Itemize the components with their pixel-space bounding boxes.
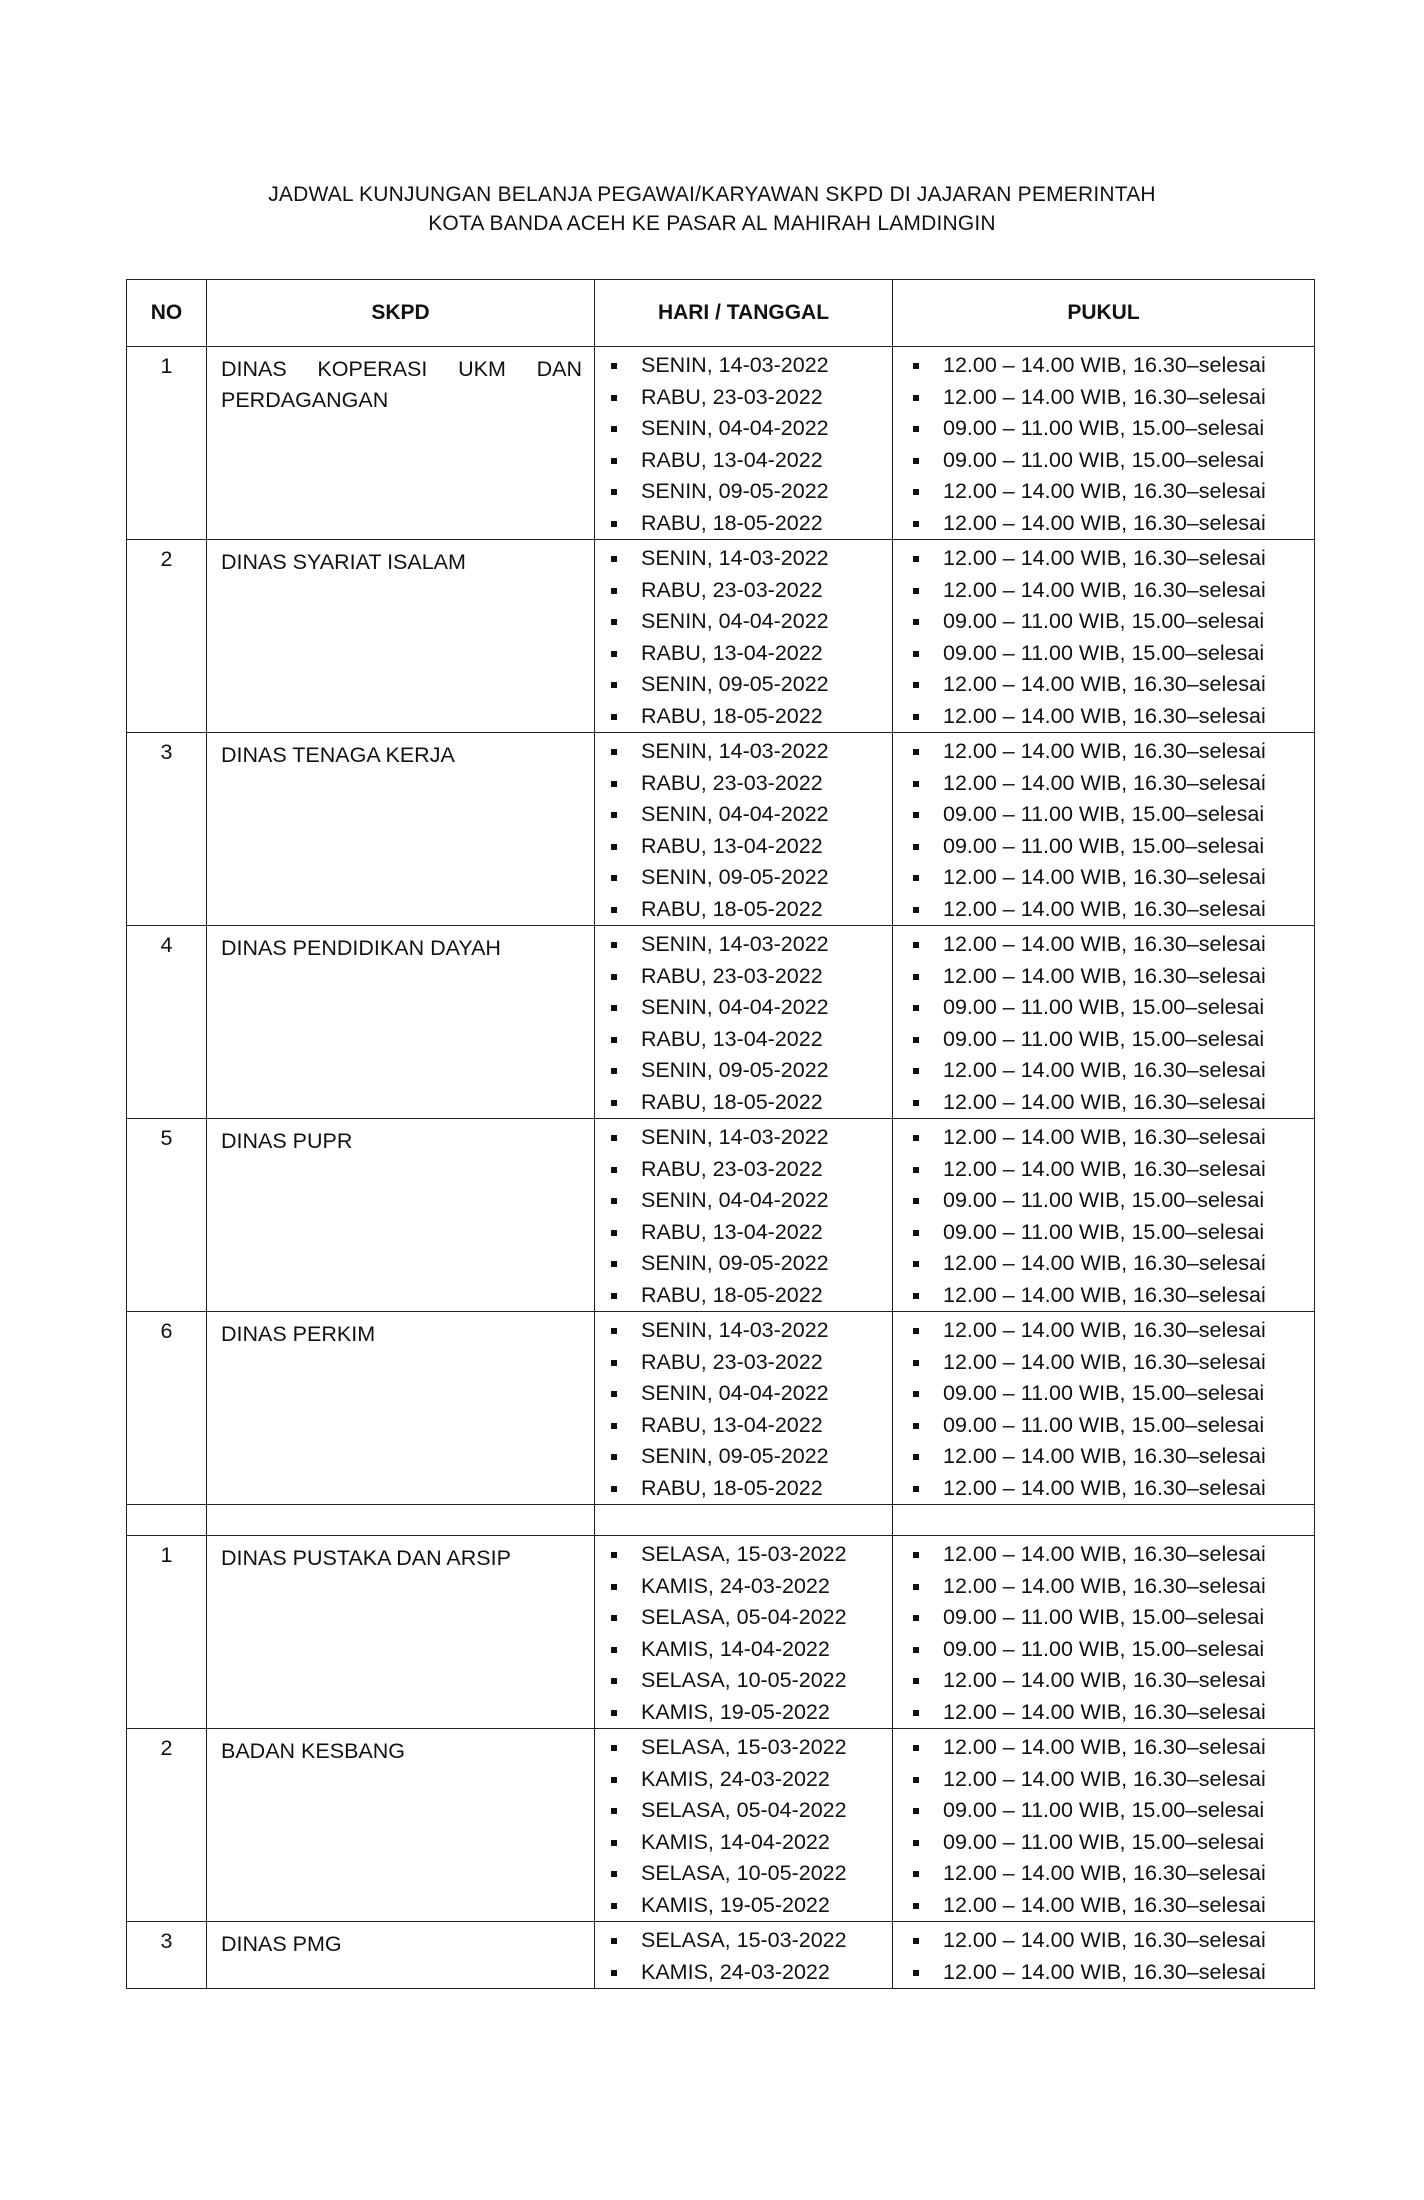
group-separator-row <box>127 1505 1315 1536</box>
date-list <box>595 733 892 925</box>
time-item: 12.00 – 14.00 WIB, 16.30–selesai <box>893 1280 1314 1312</box>
date-item: SENIN, 14-03-2022 <box>595 736 892 768</box>
skpd-name: DINAS PUSTAKA DAN ARSIP <box>221 1546 511 1570</box>
date-item: SELASA, 10-05-2022 <box>595 1665 892 1697</box>
row-number: 5 <box>127 1119 207 1312</box>
time-item: 12.00 – 14.00 WIB, 16.30–selesai <box>893 1347 1314 1379</box>
time-item: 12.00 – 14.00 WIB, 16.30–selesai <box>893 1571 1314 1603</box>
date-item: RABU, 13-04-2022 <box>595 445 892 477</box>
time-item: 12.00 – 14.00 WIB, 16.30–selesai <box>893 669 1314 701</box>
time-item: 09.00 – 11.00 WIB, 15.00–selesai <box>893 1634 1314 1666</box>
time-item: 12.00 – 14.00 WIB, 16.30–selesai <box>893 350 1314 382</box>
hari-tanggal-cell <box>595 1312 893 1505</box>
empty-cell <box>127 1505 207 1536</box>
time-item: 12.00 – 14.00 WIB, 16.30–selesai <box>893 1122 1314 1154</box>
date-item: SELASA, 10-05-2022 <box>595 1858 892 1890</box>
hari-tanggal-cell <box>595 1119 893 1312</box>
date-item: KAMIS, 19-05-2022 <box>595 1890 892 1922</box>
skpd-cell <box>207 1312 595 1505</box>
date-item: SENIN, 14-03-2022 <box>595 350 892 382</box>
time-item: 09.00 – 11.00 WIB, 15.00–selesai <box>893 1217 1314 1249</box>
time-list <box>893 1536 1314 1728</box>
date-list <box>595 1312 892 1504</box>
table-header-row <box>127 280 1315 347</box>
time-item: 12.00 – 14.00 WIB, 16.30–selesai <box>893 1732 1314 1764</box>
pukul-cell <box>893 540 1315 733</box>
pukul-cell <box>893 347 1315 540</box>
skpd-cell <box>207 1729 595 1922</box>
date-item: KAMIS, 24-03-2022 <box>595 1764 892 1796</box>
empty-cell <box>595 1505 893 1536</box>
time-item: 12.00 – 14.00 WIB, 16.30–selesai <box>893 1154 1314 1186</box>
hari-tanggal-cell <box>595 733 893 926</box>
time-item: 12.00 – 14.00 WIB, 16.30–selesai <box>893 1315 1314 1347</box>
time-item: 09.00 – 11.00 WIB, 15.00–selesai <box>893 1827 1314 1859</box>
time-item: 12.00 – 14.00 WIB, 16.30–selesai <box>893 382 1314 414</box>
date-list <box>595 347 892 539</box>
table-row <box>127 733 1315 926</box>
date-item: SENIN, 09-05-2022 <box>595 862 892 894</box>
date-list <box>595 1536 892 1728</box>
time-item: 09.00 – 11.00 WIB, 15.00–selesai <box>893 638 1314 670</box>
time-item: 12.00 – 14.00 WIB, 16.30–selesai <box>893 1957 1314 1989</box>
time-list <box>893 733 1314 925</box>
empty-cell <box>893 1505 1315 1536</box>
pukul-cell <box>893 1729 1315 1922</box>
time-item: 12.00 – 14.00 WIB, 16.30–selesai <box>893 1890 1314 1922</box>
date-item: SENIN, 09-05-2022 <box>595 1248 892 1280</box>
empty-cell <box>207 1505 595 1536</box>
row-number: 3 <box>127 733 207 926</box>
time-item: 09.00 – 11.00 WIB, 15.00–selesai <box>893 1795 1314 1827</box>
document-title-line-1: JADWAL KUNJUNGAN BELANJA PEGAWAI/KARYAWAN SKPD DI JAJARAN PEMERINTAH <box>268 183 1156 206</box>
skpd-name: DINAS SYARIAT ISALAM <box>221 550 466 574</box>
time-item: 12.00 – 14.00 WIB, 16.30–selesai <box>893 1473 1314 1505</box>
time-item: 09.00 – 11.00 WIB, 15.00–selesai <box>893 831 1314 863</box>
date-item: RABU, 13-04-2022 <box>595 1024 892 1056</box>
schedule-table-body <box>127 347 1315 1989</box>
date-item: RABU, 23-03-2022 <box>595 382 892 414</box>
time-item: 12.00 – 14.00 WIB, 16.30–selesai <box>893 1858 1314 1890</box>
date-item: RABU, 13-04-2022 <box>595 831 892 863</box>
time-item: 09.00 – 11.00 WIB, 15.00–selesai <box>893 1378 1314 1410</box>
hari-tanggal-cell <box>595 926 893 1119</box>
date-item: SENIN, 09-05-2022 <box>595 669 892 701</box>
skpd-name: DINAS PENDIDIKAN DAYAH <box>221 936 501 960</box>
date-item: KAMIS, 19-05-2022 <box>595 1697 892 1729</box>
time-item: 12.00 – 14.00 WIB, 16.30–selesai <box>893 961 1314 993</box>
date-item: SELASA, 15-03-2022 <box>595 1539 892 1571</box>
date-list <box>595 1119 892 1311</box>
date-item: SENIN, 09-05-2022 <box>595 476 892 508</box>
table-row <box>127 1922 1315 1989</box>
row-number: 2 <box>127 1729 207 1922</box>
row-number: 3 <box>127 1922 207 1989</box>
time-item: 09.00 – 11.00 WIB, 15.00–selesai <box>893 606 1314 638</box>
row-number: 2 <box>127 540 207 733</box>
date-item: SENIN, 09-05-2022 <box>595 1055 892 1087</box>
date-list <box>595 540 892 732</box>
skpd-name: DINAS KOPERASI UKM DAN <box>221 357 582 381</box>
time-list <box>893 1312 1314 1504</box>
hari-tanggal-cell <box>595 1536 893 1729</box>
date-item: SENIN, 14-03-2022 <box>595 543 892 575</box>
time-list <box>893 540 1314 732</box>
time-item: 12.00 – 14.00 WIB, 16.30–selesai <box>893 575 1314 607</box>
time-item: 12.00 – 14.00 WIB, 16.30–selesai <box>893 1055 1314 1087</box>
date-item: SENIN, 04-04-2022 <box>595 606 892 638</box>
time-item: 12.00 – 14.00 WIB, 16.30–selesai <box>893 1539 1314 1571</box>
date-item: SENIN, 04-04-2022 <box>595 413 892 445</box>
date-item: RABU, 13-04-2022 <box>595 1410 892 1442</box>
date-item: RABU, 23-03-2022 <box>595 1347 892 1379</box>
skpd-cell <box>207 1119 595 1312</box>
skpd-name: DINAS PUPR <box>221 1129 353 1153</box>
date-item: SENIN, 09-05-2022 <box>595 1441 892 1473</box>
date-item: SELASA, 05-04-2022 <box>595 1602 892 1634</box>
time-item: 09.00 – 11.00 WIB, 15.00–selesai <box>893 1024 1314 1056</box>
skpd-name: DINAS TENAGA KERJA <box>221 743 455 767</box>
pukul-cell <box>893 1119 1315 1312</box>
header-no: NO <box>127 280 207 347</box>
pukul-cell <box>893 1536 1315 1729</box>
date-item: RABU, 23-03-2022 <box>595 961 892 993</box>
table-row <box>127 1536 1315 1729</box>
time-item: 12.00 – 14.00 WIB, 16.30–selesai <box>893 1764 1314 1796</box>
time-item: 12.00 – 14.00 WIB, 16.30–selesai <box>893 701 1314 733</box>
date-item: KAMIS, 14-04-2022 <box>595 1827 892 1859</box>
time-item: 12.00 – 14.00 WIB, 16.30–selesai <box>893 736 1314 768</box>
pukul-cell <box>893 926 1315 1119</box>
date-item: SELASA, 05-04-2022 <box>595 1795 892 1827</box>
date-item: KAMIS, 24-03-2022 <box>595 1571 892 1603</box>
hari-tanggal-cell <box>595 540 893 733</box>
time-list <box>893 1922 1314 1988</box>
skpd-cell <box>207 733 595 926</box>
hari-tanggal-cell <box>595 347 893 540</box>
skpd-name: DINAS PERKIM <box>221 1322 376 1346</box>
time-item: 12.00 – 14.00 WIB, 16.30–selesai <box>893 543 1314 575</box>
skpd-cell <box>207 1536 595 1729</box>
date-list <box>595 1922 892 1988</box>
row-number: 6 <box>127 1312 207 1505</box>
table-row <box>127 347 1315 540</box>
date-item: KAMIS, 14-04-2022 <box>595 1634 892 1666</box>
schedule-table <box>126 279 1315 1989</box>
date-item: RABU, 18-05-2022 <box>595 1473 892 1505</box>
date-item: RABU, 18-05-2022 <box>595 701 892 733</box>
time-item: 12.00 – 14.00 WIB, 16.30–selesai <box>893 862 1314 894</box>
pukul-cell <box>893 1922 1315 1989</box>
date-item: RABU, 13-04-2022 <box>595 638 892 670</box>
document-title-line-2: KOTA BANDA ACEH KE PASAR AL MAHIRAH LAMDINGIN <box>428 212 996 235</box>
date-item: SELASA, 15-03-2022 <box>595 1925 892 1957</box>
skpd-cell <box>207 540 595 733</box>
skpd-name: BADAN KESBANG <box>221 1739 405 1763</box>
table-row <box>127 1312 1315 1505</box>
hari-tanggal-cell <box>595 1922 893 1989</box>
skpd-cell <box>207 1922 595 1989</box>
time-item: 12.00 – 14.00 WIB, 16.30–selesai <box>893 1248 1314 1280</box>
time-item: 12.00 – 14.00 WIB, 16.30–selesai <box>893 1665 1314 1697</box>
date-item: SELASA, 15-03-2022 <box>595 1732 892 1764</box>
time-item: 09.00 – 11.00 WIB, 15.00–selesai <box>893 992 1314 1024</box>
date-item: RABU, 18-05-2022 <box>595 1087 892 1119</box>
date-item: RABU, 23-03-2022 <box>595 575 892 607</box>
time-item: 09.00 – 11.00 WIB, 15.00–selesai <box>893 445 1314 477</box>
row-number: 1 <box>127 347 207 540</box>
time-item: 12.00 – 14.00 WIB, 16.30–selesai <box>893 1087 1314 1119</box>
table-row <box>127 1729 1315 1922</box>
date-item: SENIN, 04-04-2022 <box>595 799 892 831</box>
row-number: 1 <box>127 1536 207 1729</box>
pukul-cell <box>893 1312 1315 1505</box>
time-item: 09.00 – 11.00 WIB, 15.00–selesai <box>893 1602 1314 1634</box>
time-item: 09.00 – 11.00 WIB, 15.00–selesai <box>893 1185 1314 1217</box>
time-item: 12.00 – 14.00 WIB, 16.30–selesai <box>893 929 1314 961</box>
date-item: SENIN, 14-03-2022 <box>595 1122 892 1154</box>
date-item: SENIN, 14-03-2022 <box>595 1315 892 1347</box>
date-item: SENIN, 14-03-2022 <box>595 929 892 961</box>
skpd-cell <box>207 347 595 540</box>
table-row <box>127 1119 1315 1312</box>
date-item: RABU, 18-05-2022 <box>595 1280 892 1312</box>
time-item: 09.00 – 11.00 WIB, 15.00–selesai <box>893 799 1314 831</box>
date-item: RABU, 18-05-2022 <box>595 894 892 926</box>
time-item: 12.00 – 14.00 WIB, 16.30–selesai <box>893 894 1314 926</box>
time-item: 12.00 – 14.00 WIB, 16.30–selesai <box>893 1925 1314 1957</box>
skpd-name-line-2: PERDAGANGAN <box>221 388 389 412</box>
date-list <box>595 926 892 1118</box>
time-item: 12.00 – 14.00 WIB, 16.30–selesai <box>893 1441 1314 1473</box>
date-item: RABU, 13-04-2022 <box>595 1217 892 1249</box>
skpd-name: DINAS PMG <box>221 1932 342 1956</box>
time-item: 12.00 – 14.00 WIB, 16.30–selesai <box>893 1697 1314 1729</box>
pukul-cell <box>893 733 1315 926</box>
time-item: 09.00 – 11.00 WIB, 15.00–selesai <box>893 1410 1314 1442</box>
time-item: 12.00 – 14.00 WIB, 16.30–selesai <box>893 476 1314 508</box>
time-item: 12.00 – 14.00 WIB, 16.30–selesai <box>893 508 1314 540</box>
time-list <box>893 347 1314 539</box>
date-item: RABU, 23-03-2022 <box>595 1154 892 1186</box>
date-item: SENIN, 04-04-2022 <box>595 992 892 1024</box>
table-row <box>127 540 1315 733</box>
time-item: 12.00 – 14.00 WIB, 16.30–selesai <box>893 768 1314 800</box>
time-list <box>893 1119 1314 1311</box>
table-row <box>127 926 1315 1119</box>
header-skpd: SKPD <box>207 280 595 347</box>
date-item: SENIN, 04-04-2022 <box>595 1378 892 1410</box>
date-item: KAMIS, 24-03-2022 <box>595 1957 892 1989</box>
date-item: SENIN, 04-04-2022 <box>595 1185 892 1217</box>
time-list <box>893 926 1314 1118</box>
skpd-cell <box>207 926 595 1119</box>
date-list <box>595 1729 892 1921</box>
header-pukul: PUKUL <box>893 280 1315 347</box>
date-item: RABU, 23-03-2022 <box>595 768 892 800</box>
time-list <box>893 1729 1314 1921</box>
row-number: 4 <box>127 926 207 1119</box>
date-item: RABU, 18-05-2022 <box>595 508 892 540</box>
header-hari-tanggal: HARI / TANGGAL <box>595 280 893 347</box>
hari-tanggal-cell <box>595 1729 893 1922</box>
time-item: 09.00 – 11.00 WIB, 15.00–selesai <box>893 413 1314 445</box>
